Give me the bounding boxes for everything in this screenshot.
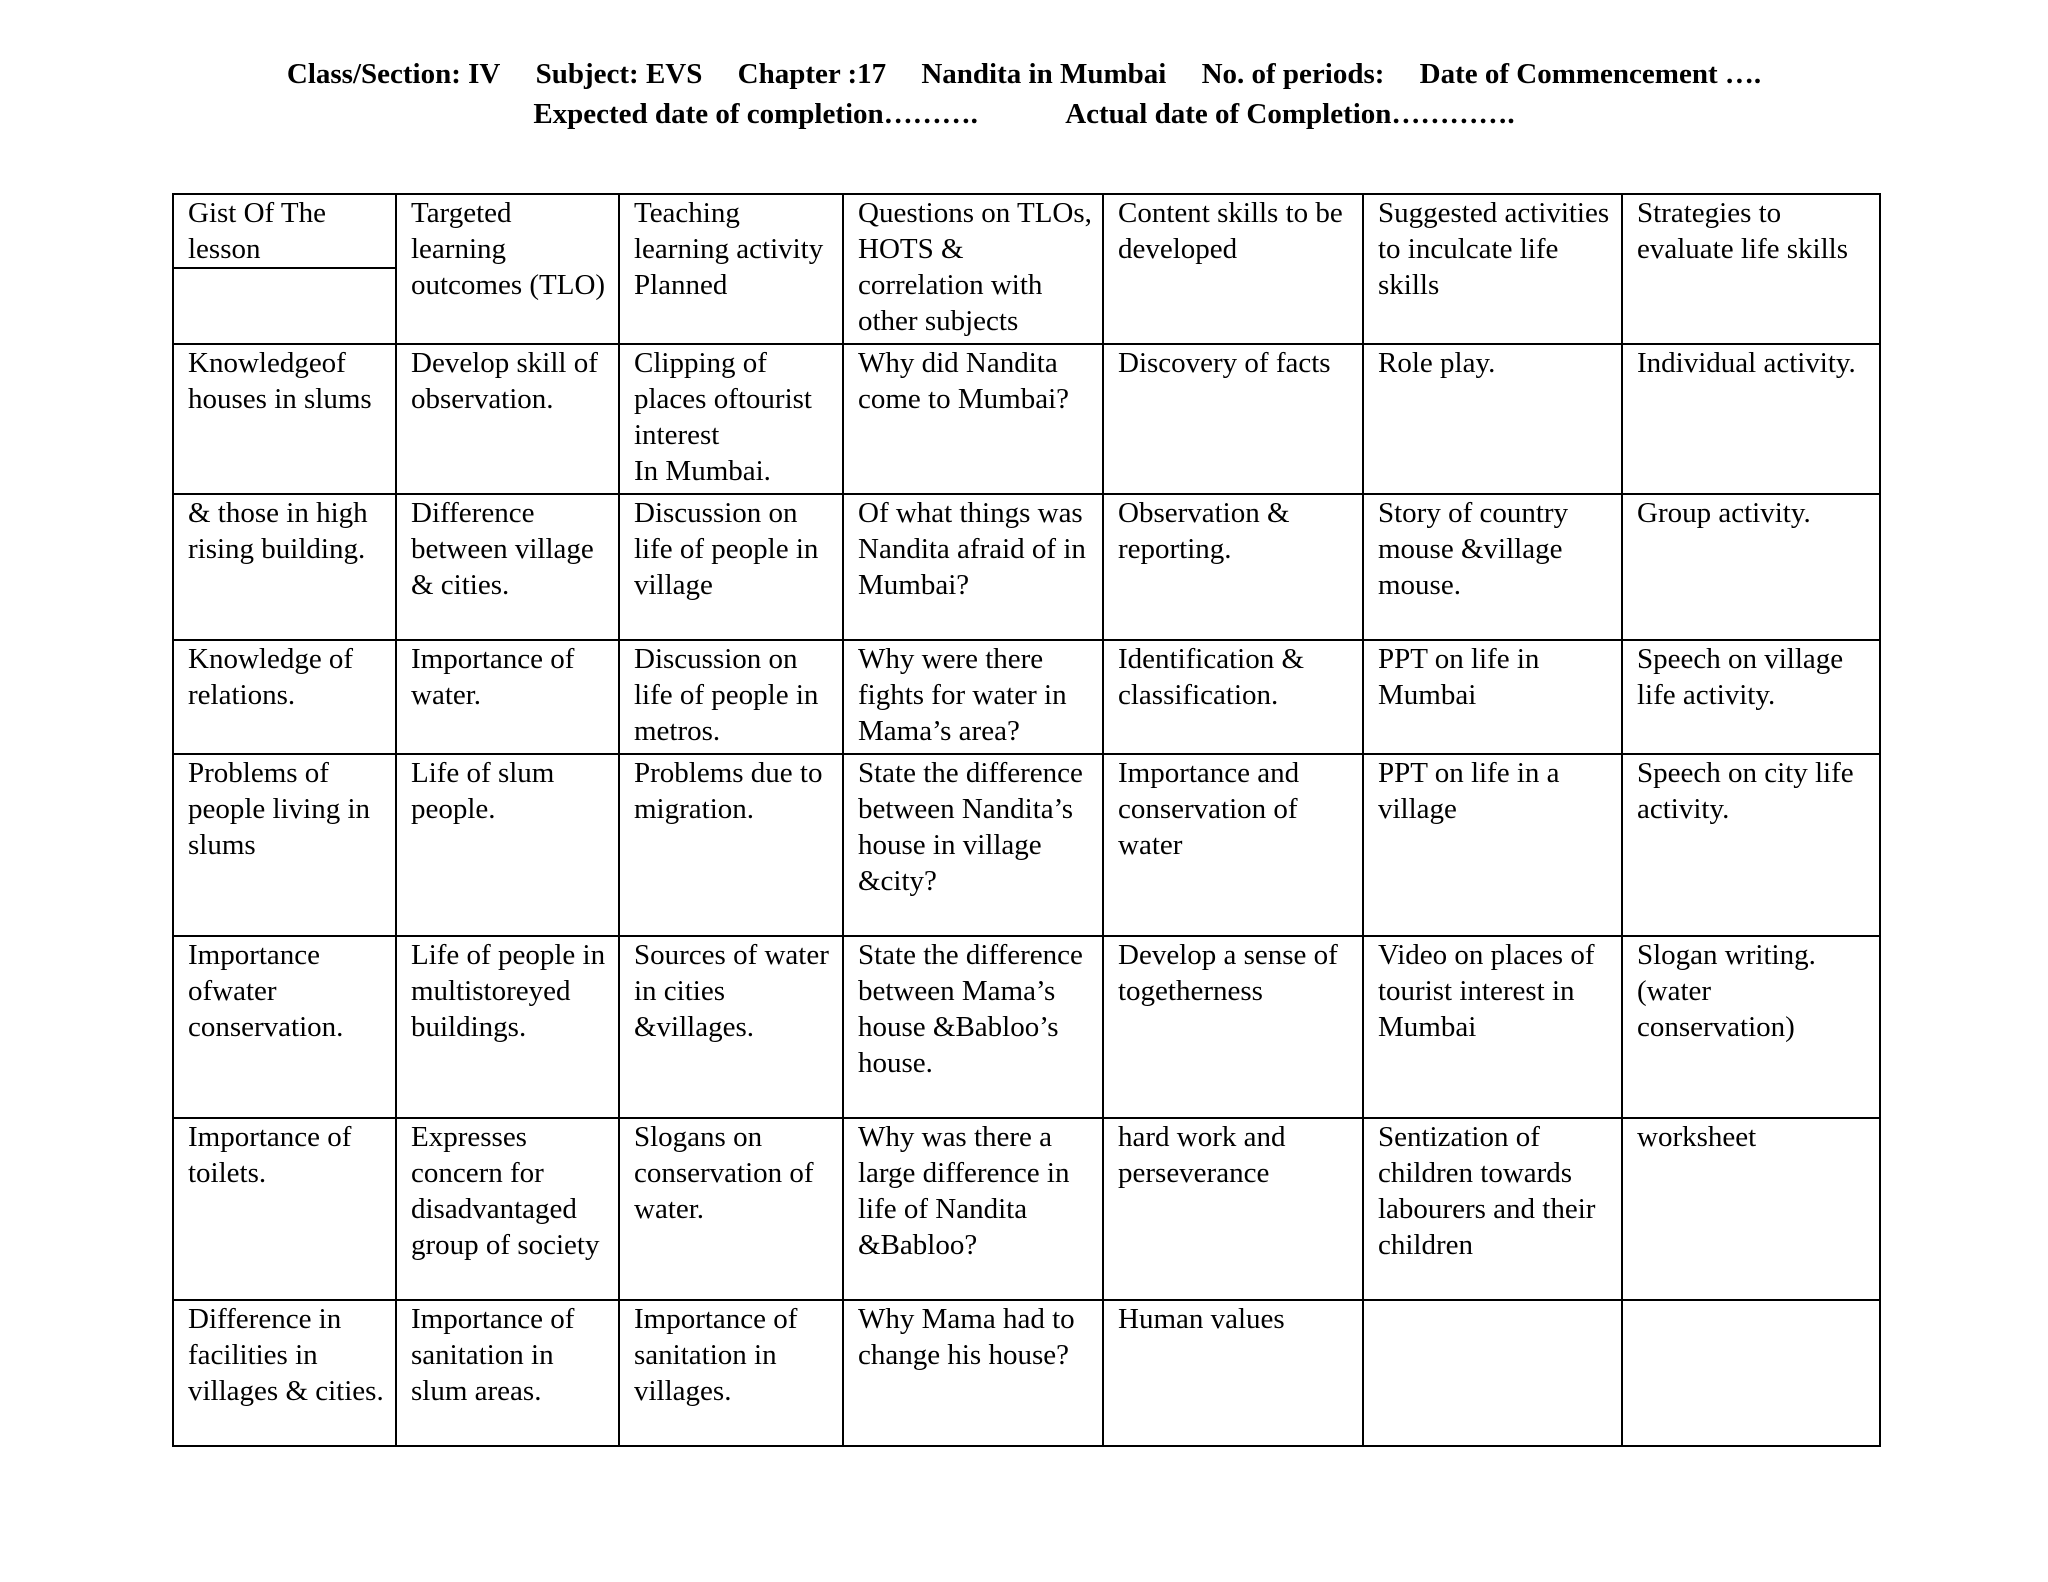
table-cell: Identification & classification. [1103, 640, 1363, 754]
table-cell: PPT on life in Mumbai [1363, 640, 1622, 754]
table-cell: Importance of water. [396, 640, 619, 754]
lesson-plan-table [172, 193, 1881, 1447]
table-row [173, 754, 1880, 936]
table-cell: Difference in facilities in villages & cities. [173, 1300, 396, 1446]
column-header-teaching-activity: Teaching learning activity Planned [619, 194, 843, 344]
table-cell: Sentization of children towards labourers and their children [1363, 1118, 1622, 1300]
table-row [173, 344, 1880, 494]
table-cell: Importance of sanitation in villages. [619, 1300, 843, 1446]
table-cell: Why Mama had to change his house? [843, 1300, 1103, 1446]
table-cell: worksheet [1622, 1118, 1880, 1300]
table-cell: State the difference between Nandita’s house in village &city? [843, 754, 1103, 936]
table-cell [1622, 1300, 1880, 1446]
document-header [0, 54, 2048, 134]
date-of-commencement: Date of Commencement …. [1419, 58, 1762, 90]
table-cell: Slogan writing.(water conservation) [1622, 936, 1880, 1118]
table-cell: Life of slum people. [396, 754, 619, 936]
table-cell: Video on places of tourist interest in Mumbai [1363, 936, 1622, 1118]
table-cell: Knowledge of relations. [173, 640, 396, 754]
column-header-questions: Questions on TLOs, HOTS & correlation with other subjects [843, 194, 1103, 344]
table-cell: Importance of sanitation in slum areas. [396, 1300, 619, 1446]
table-row [173, 1118, 1880, 1300]
number-of-periods: No. of periods: [1201, 58, 1385, 90]
table-cell: Individual activity. [1622, 344, 1880, 494]
table-row [173, 640, 1880, 754]
table-cell: & those in high rising building. [173, 494, 396, 640]
table-cell: Speech on city life activity. [1622, 754, 1880, 936]
table-header-row [173, 194, 1880, 344]
table-cell: Why did Nandita come to Mumbai? [843, 344, 1103, 494]
table-row [173, 494, 1880, 640]
table-cell: PPT on life in a village [1363, 754, 1622, 936]
header-line-1 [0, 54, 2048, 94]
column-header-gist: Gist Of The lesson [173, 194, 396, 344]
table-cell: Expresses concern for disadvantaged group of society [396, 1118, 619, 1300]
table-cell: Importance of toilets. [173, 1118, 396, 1300]
subject: Subject: EVS [535, 58, 703, 90]
table-cell: Clipping of places oftourist interest In Mumbai. [619, 344, 843, 494]
table-cell: hard work and perseverance [1103, 1118, 1363, 1300]
table-cell: Discovery of facts [1103, 344, 1363, 494]
table-row [173, 1300, 1880, 1446]
column-header-suggested-activities: Suggested activities to inculcate life skills [1363, 194, 1622, 344]
expected-completion-date: Expected date of completion………. [533, 98, 978, 130]
column-header-tlo: Targeted learning outcomes (TLO) [396, 194, 619, 344]
table-cell: Human values [1103, 1300, 1363, 1446]
table-cell: State the difference between Mama’s house &Babloo’s house. [843, 936, 1103, 1118]
actual-completion-date: Actual date of Completion…………. [1065, 98, 1515, 130]
table-cell: Group activity. [1622, 494, 1880, 640]
table-cell [1363, 1300, 1622, 1446]
column-header-content-skills: Content skills to be developed [1103, 194, 1363, 344]
table-cell: Role play. [1363, 344, 1622, 494]
table-cell: Slogans on conservation of water. [619, 1118, 843, 1300]
table-cell: Speech on village life activity. [1622, 640, 1880, 754]
table-cell: Problems of people living in slums [173, 754, 396, 936]
table-cell: Knowledgeof houses in slums [173, 344, 396, 494]
chapter-title: Nandita in Mumbai [921, 58, 1167, 90]
chapter: Chapter :17 [737, 58, 887, 90]
table-cell: Discussion on life of people in metros. [619, 640, 843, 754]
table-cell: Life of people in multistoreyed buildings. [396, 936, 619, 1118]
header-line-2 [0, 94, 2048, 134]
table-cell: Develop a sense of togetherness [1103, 936, 1363, 1118]
table-cell: Discussion on life of people in village [619, 494, 843, 640]
table-cell: Develop skill of observation. [396, 344, 619, 494]
column-header-evaluation-strategies: Strategies to evaluate life skills [1622, 194, 1880, 344]
class-section: Class/Section: IV [286, 58, 501, 90]
table-cell: Sources of water in cities &villages. [619, 936, 843, 1118]
table-cell: Observation & reporting. [1103, 494, 1363, 640]
table-cell: Difference between village & cities. [396, 494, 619, 640]
table-cell: Why was there a large difference in life of Nandita &Babloo? [843, 1118, 1103, 1300]
table-cell: Problems due to migration. [619, 754, 843, 936]
table-row [173, 936, 1880, 1118]
table-cell: Importance and conservation of water [1103, 754, 1363, 936]
table-cell: Importance ofwater conservation. [173, 936, 396, 1118]
table-cell: Why were there fights for water in Mama’s area? [843, 640, 1103, 754]
table-cell: Story of country mouse &village mouse. [1363, 494, 1622, 640]
table-cell: Of what things was Nandita afraid of in Mumbai? [843, 494, 1103, 640]
